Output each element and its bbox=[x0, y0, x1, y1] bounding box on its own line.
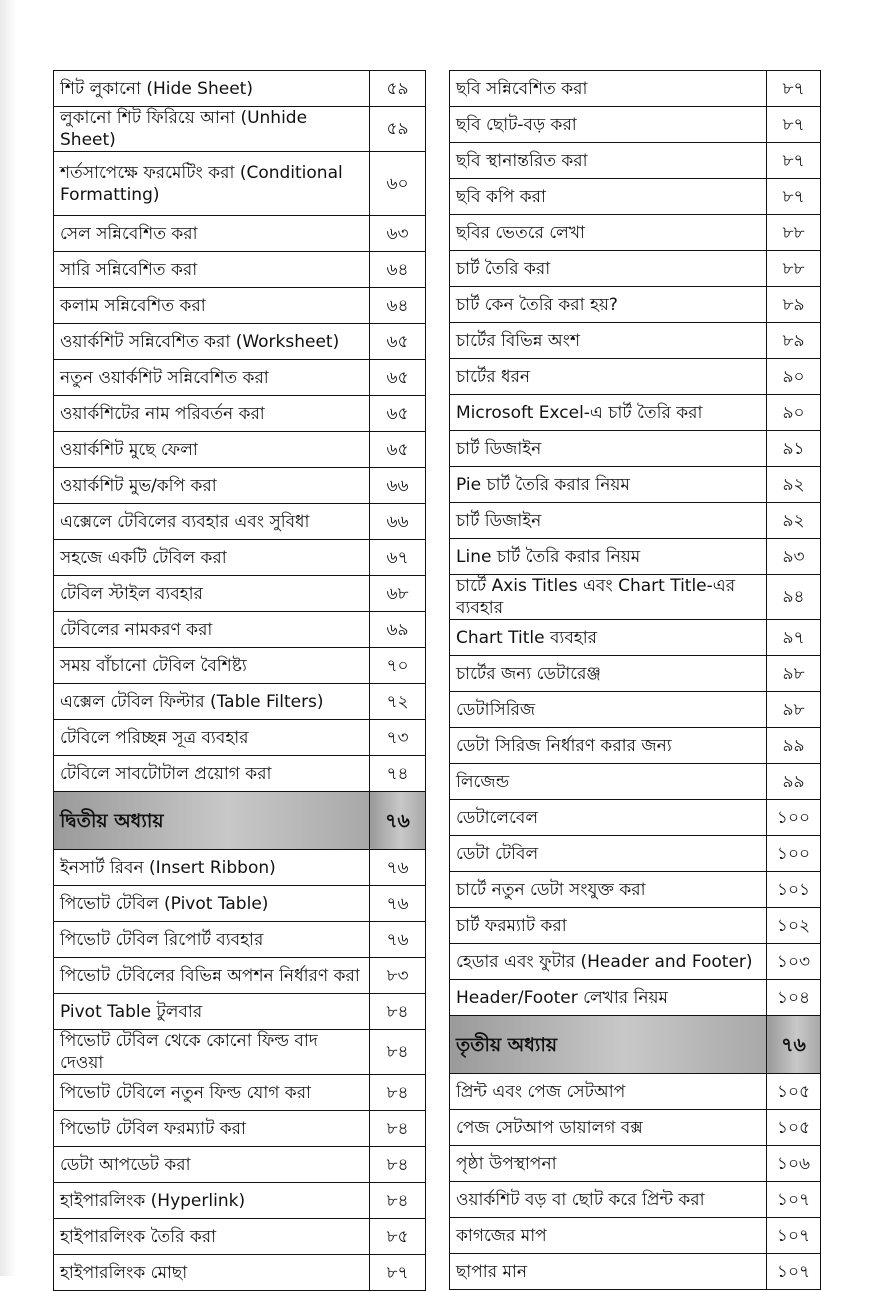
toc-row bbox=[450, 764, 821, 800]
toc-entry-title: পিভোট টেবিল (Pivot Table) bbox=[54, 886, 370, 922]
toc-page-number: ৬৬ bbox=[370, 468, 426, 504]
toc-page-number: ৯৮ bbox=[767, 692, 821, 728]
toc-page-number: ১০৬ bbox=[767, 1146, 821, 1182]
toc-row bbox=[54, 324, 426, 360]
toc-entry-title: চার্ট কেন তৈরি করা হয়? bbox=[450, 287, 767, 323]
toc-row bbox=[54, 756, 426, 792]
toc-entry-title: চার্টের বিভিন্ন অংশ bbox=[450, 323, 767, 359]
toc-entry-title: পিভোট টেবিল ফরম্যাট করা bbox=[54, 1111, 370, 1147]
toc-row bbox=[450, 503, 821, 539]
toc-row bbox=[450, 107, 821, 143]
toc-entry-title: শিট লুকানো (Hide Sheet) bbox=[54, 71, 370, 107]
toc-row bbox=[54, 994, 426, 1030]
toc-row bbox=[450, 179, 821, 215]
toc-row bbox=[54, 720, 426, 756]
toc-entry-title: পেজ সেটআপ ডায়ালগ বক্স bbox=[450, 1110, 767, 1146]
toc-entry-title: ছবি সন্নিবেশিত করা bbox=[450, 71, 767, 107]
toc-row bbox=[54, 432, 426, 468]
chapter-heading-row bbox=[54, 792, 426, 850]
toc-entry-title: Line চার্ট তৈরি করার নিয়ম bbox=[450, 539, 767, 575]
toc-entry-title: এক্সেল টেবিল ফিল্টার (Table Filters) bbox=[54, 684, 370, 720]
toc-entry-title: ওয়ার্কশিট মুভ/কপি করা bbox=[54, 468, 370, 504]
toc-entry-title: ওয়ার্কশিটের নাম পরিবর্তন করা bbox=[54, 396, 370, 432]
toc-page-number: ৯২ bbox=[767, 467, 821, 503]
chapter-heading-row bbox=[450, 1016, 821, 1074]
toc-entry-title: হাইপারলিংক (Hyperlink) bbox=[54, 1183, 370, 1219]
toc-entry-title: সেল সন্নিবেশিত করা bbox=[54, 216, 370, 252]
toc-entry-title: চার্টে নতুন ডেটা সংযুক্ত করা bbox=[450, 872, 767, 908]
toc-entry-title: পিভোট টেবিলের বিভিন্ন অপশন নির্ধারণ করা bbox=[54, 958, 370, 994]
toc-entry-title: পিভোট টেবিলে নতুন ফিল্ড যোগ করা bbox=[54, 1075, 370, 1111]
toc-page-number: ৯৪ bbox=[767, 575, 821, 620]
toc-entry-title: ওয়ার্কশিট বড় বা ছোট করে প্রিন্ট করা bbox=[450, 1182, 767, 1218]
toc-entry-title: ডেটা টেবিল bbox=[450, 836, 767, 872]
toc-row bbox=[450, 467, 821, 503]
toc-page-number: ৬৫ bbox=[370, 396, 426, 432]
toc-row bbox=[54, 360, 426, 396]
toc-page-number: ৮৪ bbox=[370, 994, 426, 1030]
toc-row bbox=[54, 216, 426, 252]
toc-row bbox=[450, 728, 821, 764]
toc-entry-title: ছবি স্থানান্তরিত করা bbox=[450, 143, 767, 179]
toc-entry-title: সারি সন্নিবেশিত করা bbox=[54, 252, 370, 288]
toc-row bbox=[450, 287, 821, 323]
toc-entry-title: ছাপার মান bbox=[450, 1254, 767, 1290]
toc-entry-title: চার্ট ফরম্যাট করা bbox=[450, 908, 767, 944]
toc-entry-title: টেবিলের নামকরণ করা bbox=[54, 612, 370, 648]
toc-row bbox=[450, 215, 821, 251]
toc-entry-title: চার্টের ধরন bbox=[450, 359, 767, 395]
toc-row bbox=[54, 1030, 426, 1075]
toc-row bbox=[54, 922, 426, 958]
toc-row bbox=[450, 575, 821, 620]
toc-entry-title: ছবির ভেতরে লেখা bbox=[450, 215, 767, 251]
toc-entry-title: চার্ট ডিজাইন bbox=[450, 431, 767, 467]
toc-page-number: ৯৯ bbox=[767, 764, 821, 800]
toc-entry-title: চার্ট তৈরি করা bbox=[450, 251, 767, 287]
toc-page-number: ৯০ bbox=[767, 359, 821, 395]
toc-row bbox=[54, 850, 426, 886]
toc-page-number: ৫৯ bbox=[370, 71, 426, 107]
toc-row bbox=[54, 468, 426, 504]
toc-page-number: ৬৫ bbox=[370, 432, 426, 468]
toc-row bbox=[450, 980, 821, 1016]
toc-row bbox=[54, 1255, 426, 1291]
toc-entry-title: প্রিন্ট এবং পেজ সেটআপ bbox=[450, 1074, 767, 1110]
toc-row bbox=[54, 504, 426, 540]
toc-entry-title: লুকানো শিট ফিরিয়ে আনা (Unhide Sheet) bbox=[54, 107, 370, 152]
toc-row bbox=[54, 684, 426, 720]
toc-entry-title: ডেটালেবেল bbox=[450, 800, 767, 836]
toc-entry-title: Header/Footer লেখার নিয়ম bbox=[450, 980, 767, 1016]
toc-entry-title: পিভোট টেবিল থেকে কোনো ফিল্ড বাদ দেওয়া bbox=[54, 1030, 370, 1075]
toc-entry-title: ডেটাসিরিজ bbox=[450, 692, 767, 728]
toc-page-number: ৬৪ bbox=[370, 252, 426, 288]
toc-entry-title: চার্টের জন্য ডেটারেঞ্জ bbox=[450, 656, 767, 692]
toc-page-number: ৮৪ bbox=[370, 1111, 426, 1147]
toc-page-number: ১০২ bbox=[767, 908, 821, 944]
toc-row bbox=[450, 251, 821, 287]
toc-entry-title: ডেটা আপডেট করা bbox=[54, 1147, 370, 1183]
toc-entry-title: ডেটা সিরিজ নির্ধারণ করার জন্য bbox=[450, 728, 767, 764]
toc-page-number: ৮৭ bbox=[767, 107, 821, 143]
toc-entry-title: হেডার এবং ফুটার (Header and Footer) bbox=[450, 944, 767, 980]
toc-entry-title: কলাম সন্নিবেশিত করা bbox=[54, 288, 370, 324]
toc-entry-title: টেবিলে পরিচ্ছন্ন সূত্র ব্যবহার bbox=[54, 720, 370, 756]
toc-row bbox=[450, 620, 821, 656]
toc-page-number: ৬৮ bbox=[370, 576, 426, 612]
toc-page-number: ৮৭ bbox=[767, 143, 821, 179]
toc-row bbox=[54, 1219, 426, 1255]
toc-row bbox=[54, 152, 426, 216]
toc-table-left bbox=[53, 70, 426, 1291]
toc-entry-title: টেবিল স্টাইল ব্যবহার bbox=[54, 576, 370, 612]
toc-entry-title: পৃষ্ঠা উপস্থাপনা bbox=[450, 1146, 767, 1182]
toc-row bbox=[54, 288, 426, 324]
toc-row bbox=[450, 323, 821, 359]
toc-entry-title: সময় বাঁচানো টেবিল বৈশিষ্ট্য bbox=[54, 648, 370, 684]
toc-row bbox=[450, 539, 821, 575]
toc-page-number: ৯৩ bbox=[767, 539, 821, 575]
chapter-title: তৃতীয় অধ্যায় bbox=[450, 1016, 767, 1074]
toc-row bbox=[450, 944, 821, 980]
toc-page-number: ৯১ bbox=[767, 431, 821, 467]
toc-row bbox=[54, 396, 426, 432]
toc-page-number: ৭৪ bbox=[370, 756, 426, 792]
toc-entry-title: শর্তসাপেক্ষে ফরমেটিং করা (Conditional Formatting) bbox=[54, 152, 370, 216]
toc-page-number: ৬৬ bbox=[370, 504, 426, 540]
toc-entry-title: ওয়ার্কশিট সন্নিবেশিত করা (Worksheet) bbox=[54, 324, 370, 360]
toc-page-number: ১০৩ bbox=[767, 944, 821, 980]
toc-page-number: ১০৭ bbox=[767, 1182, 821, 1218]
toc-page-number: ৭৬ bbox=[370, 922, 426, 958]
toc-page-number: ৮৮ bbox=[767, 251, 821, 287]
toc-page-number: ৭৩ bbox=[370, 720, 426, 756]
toc-row bbox=[54, 648, 426, 684]
toc-row bbox=[450, 908, 821, 944]
toc-entry-title: টেবিলে সাবটোটাল প্রয়োগ করা bbox=[54, 756, 370, 792]
toc-page-number: ৯৭ bbox=[767, 620, 821, 656]
toc-page-number: ৯৮ bbox=[767, 656, 821, 692]
toc-entry-title: সহজে একটি টেবিল করা bbox=[54, 540, 370, 576]
toc-row bbox=[450, 836, 821, 872]
toc-page-number: ১০৫ bbox=[767, 1074, 821, 1110]
toc-page-number: ৮৪ bbox=[370, 1030, 426, 1075]
toc-entry-title: চার্ট ডিজাইন bbox=[450, 503, 767, 539]
toc-row bbox=[54, 107, 426, 152]
toc-page-number: ৬৫ bbox=[370, 324, 426, 360]
toc-page-number: ১০৫ bbox=[767, 1110, 821, 1146]
toc-page-number: ৭৬ bbox=[370, 850, 426, 886]
toc-page-number: ৯২ bbox=[767, 503, 821, 539]
toc-page-number: ৬০ bbox=[370, 152, 426, 216]
toc-row bbox=[450, 656, 821, 692]
toc-row bbox=[54, 1147, 426, 1183]
toc-page-number: ৭৬ bbox=[370, 886, 426, 922]
toc-page-number: ৮৩ bbox=[370, 958, 426, 994]
toc-entry-title: Pie চার্ট তৈরি করার নিয়ম bbox=[450, 467, 767, 503]
toc-row bbox=[450, 143, 821, 179]
toc-page-number: ৬৪ bbox=[370, 288, 426, 324]
chapter-page-number: ৭৬ bbox=[370, 792, 426, 850]
toc-row bbox=[54, 612, 426, 648]
toc-row bbox=[450, 872, 821, 908]
toc-page-number: ৯০ bbox=[767, 395, 821, 431]
toc-row bbox=[450, 1254, 821, 1290]
chapter-page-number: ৭৬ bbox=[767, 1016, 821, 1074]
toc-page-number: ৮৪ bbox=[370, 1183, 426, 1219]
toc-page-number: ৬৫ bbox=[370, 360, 426, 396]
toc-page-number: ৬৯ bbox=[370, 612, 426, 648]
toc-row bbox=[450, 1110, 821, 1146]
toc-entry-title: নতুন ওয়ার্কশিট সন্নিবেশিত করা bbox=[54, 360, 370, 396]
toc-row bbox=[450, 395, 821, 431]
toc-page-number: ৮৪ bbox=[370, 1147, 426, 1183]
toc-row bbox=[450, 1074, 821, 1110]
toc-entry-title: এক্সেলে টেবিলের ব্যবহার এবং সুবিধা bbox=[54, 504, 370, 540]
toc-row bbox=[450, 1146, 821, 1182]
toc-entry-title: ছবি ছোট-বড় করা bbox=[450, 107, 767, 143]
toc-row bbox=[54, 1111, 426, 1147]
toc-row bbox=[54, 958, 426, 994]
toc-row bbox=[450, 1182, 821, 1218]
toc-page-number: ৮৭ bbox=[767, 71, 821, 107]
toc-entry-title: Pivot Table টুলবার bbox=[54, 994, 370, 1030]
toc-entry-title: পিভোট টেবিল রিপোর্ট ব্যবহার bbox=[54, 922, 370, 958]
toc-entry-title: হাইপারলিংক মোছা bbox=[54, 1255, 370, 1291]
toc-row bbox=[450, 431, 821, 467]
toc-page-number: ১০১ bbox=[767, 872, 821, 908]
toc-page-number: ৮৮ bbox=[767, 215, 821, 251]
toc-page-number: ৬৭ bbox=[370, 540, 426, 576]
chapter-title: দ্বিতীয় অধ্যায় bbox=[54, 792, 370, 850]
toc-entry-title: কাগজের মাপ bbox=[450, 1218, 767, 1254]
toc-row bbox=[54, 540, 426, 576]
toc-entry-title: চার্টে Axis Titles এবং Chart Title-এর ব্যবহার bbox=[450, 575, 767, 620]
toc-row bbox=[450, 71, 821, 107]
toc-row bbox=[54, 1075, 426, 1111]
toc-entry-title: ছবি কপি করা bbox=[450, 179, 767, 215]
toc-row bbox=[54, 576, 426, 612]
toc-row bbox=[450, 359, 821, 395]
toc-page-number: ১০৭ bbox=[767, 1254, 821, 1290]
toc-page-number: ১০০ bbox=[767, 800, 821, 836]
toc-page-number: ৫৯ bbox=[370, 107, 426, 152]
toc-page-number: ৮৫ bbox=[370, 1219, 426, 1255]
toc-page-number: ৮৭ bbox=[370, 1255, 426, 1291]
toc-row bbox=[54, 886, 426, 922]
toc-page-number: ১০৪ bbox=[767, 980, 821, 1016]
toc-row bbox=[450, 800, 821, 836]
toc-page-number: ৬৩ bbox=[370, 216, 426, 252]
toc-page-number: ৯৯ bbox=[767, 728, 821, 764]
toc-page-number: ৭০ bbox=[370, 648, 426, 684]
toc-page-number: ৭২ bbox=[370, 684, 426, 720]
toc-page-number: ১০০ bbox=[767, 836, 821, 872]
toc-entry-title: Microsoft Excel-এ চার্ট তৈরি করা bbox=[450, 395, 767, 431]
page-edge-shadow bbox=[0, 0, 16, 1276]
toc-row bbox=[450, 1218, 821, 1254]
toc-table-right bbox=[449, 70, 821, 1290]
toc-entry-title: লিজেন্ড bbox=[450, 764, 767, 800]
toc-row bbox=[54, 1183, 426, 1219]
toc-page-number: ১০৭ bbox=[767, 1218, 821, 1254]
toc-page-number: ৮৯ bbox=[767, 323, 821, 359]
toc-row bbox=[54, 71, 426, 107]
toc-entry-title: ইনসার্ট রিবন (Insert Ribbon) bbox=[54, 850, 370, 886]
toc-row bbox=[450, 692, 821, 728]
toc-page-number: ৮৯ bbox=[767, 287, 821, 323]
toc-entry-title: ওয়ার্কশিট মুছে ফেলা bbox=[54, 432, 370, 468]
toc-page-number: ৮৪ bbox=[370, 1075, 426, 1111]
toc-page-number: ৮৭ bbox=[767, 179, 821, 215]
toc-row bbox=[54, 252, 426, 288]
toc-entry-title: Chart Title ব্যবহার bbox=[450, 620, 767, 656]
toc-entry-title: হাইপারলিংক তৈরি করা bbox=[54, 1219, 370, 1255]
